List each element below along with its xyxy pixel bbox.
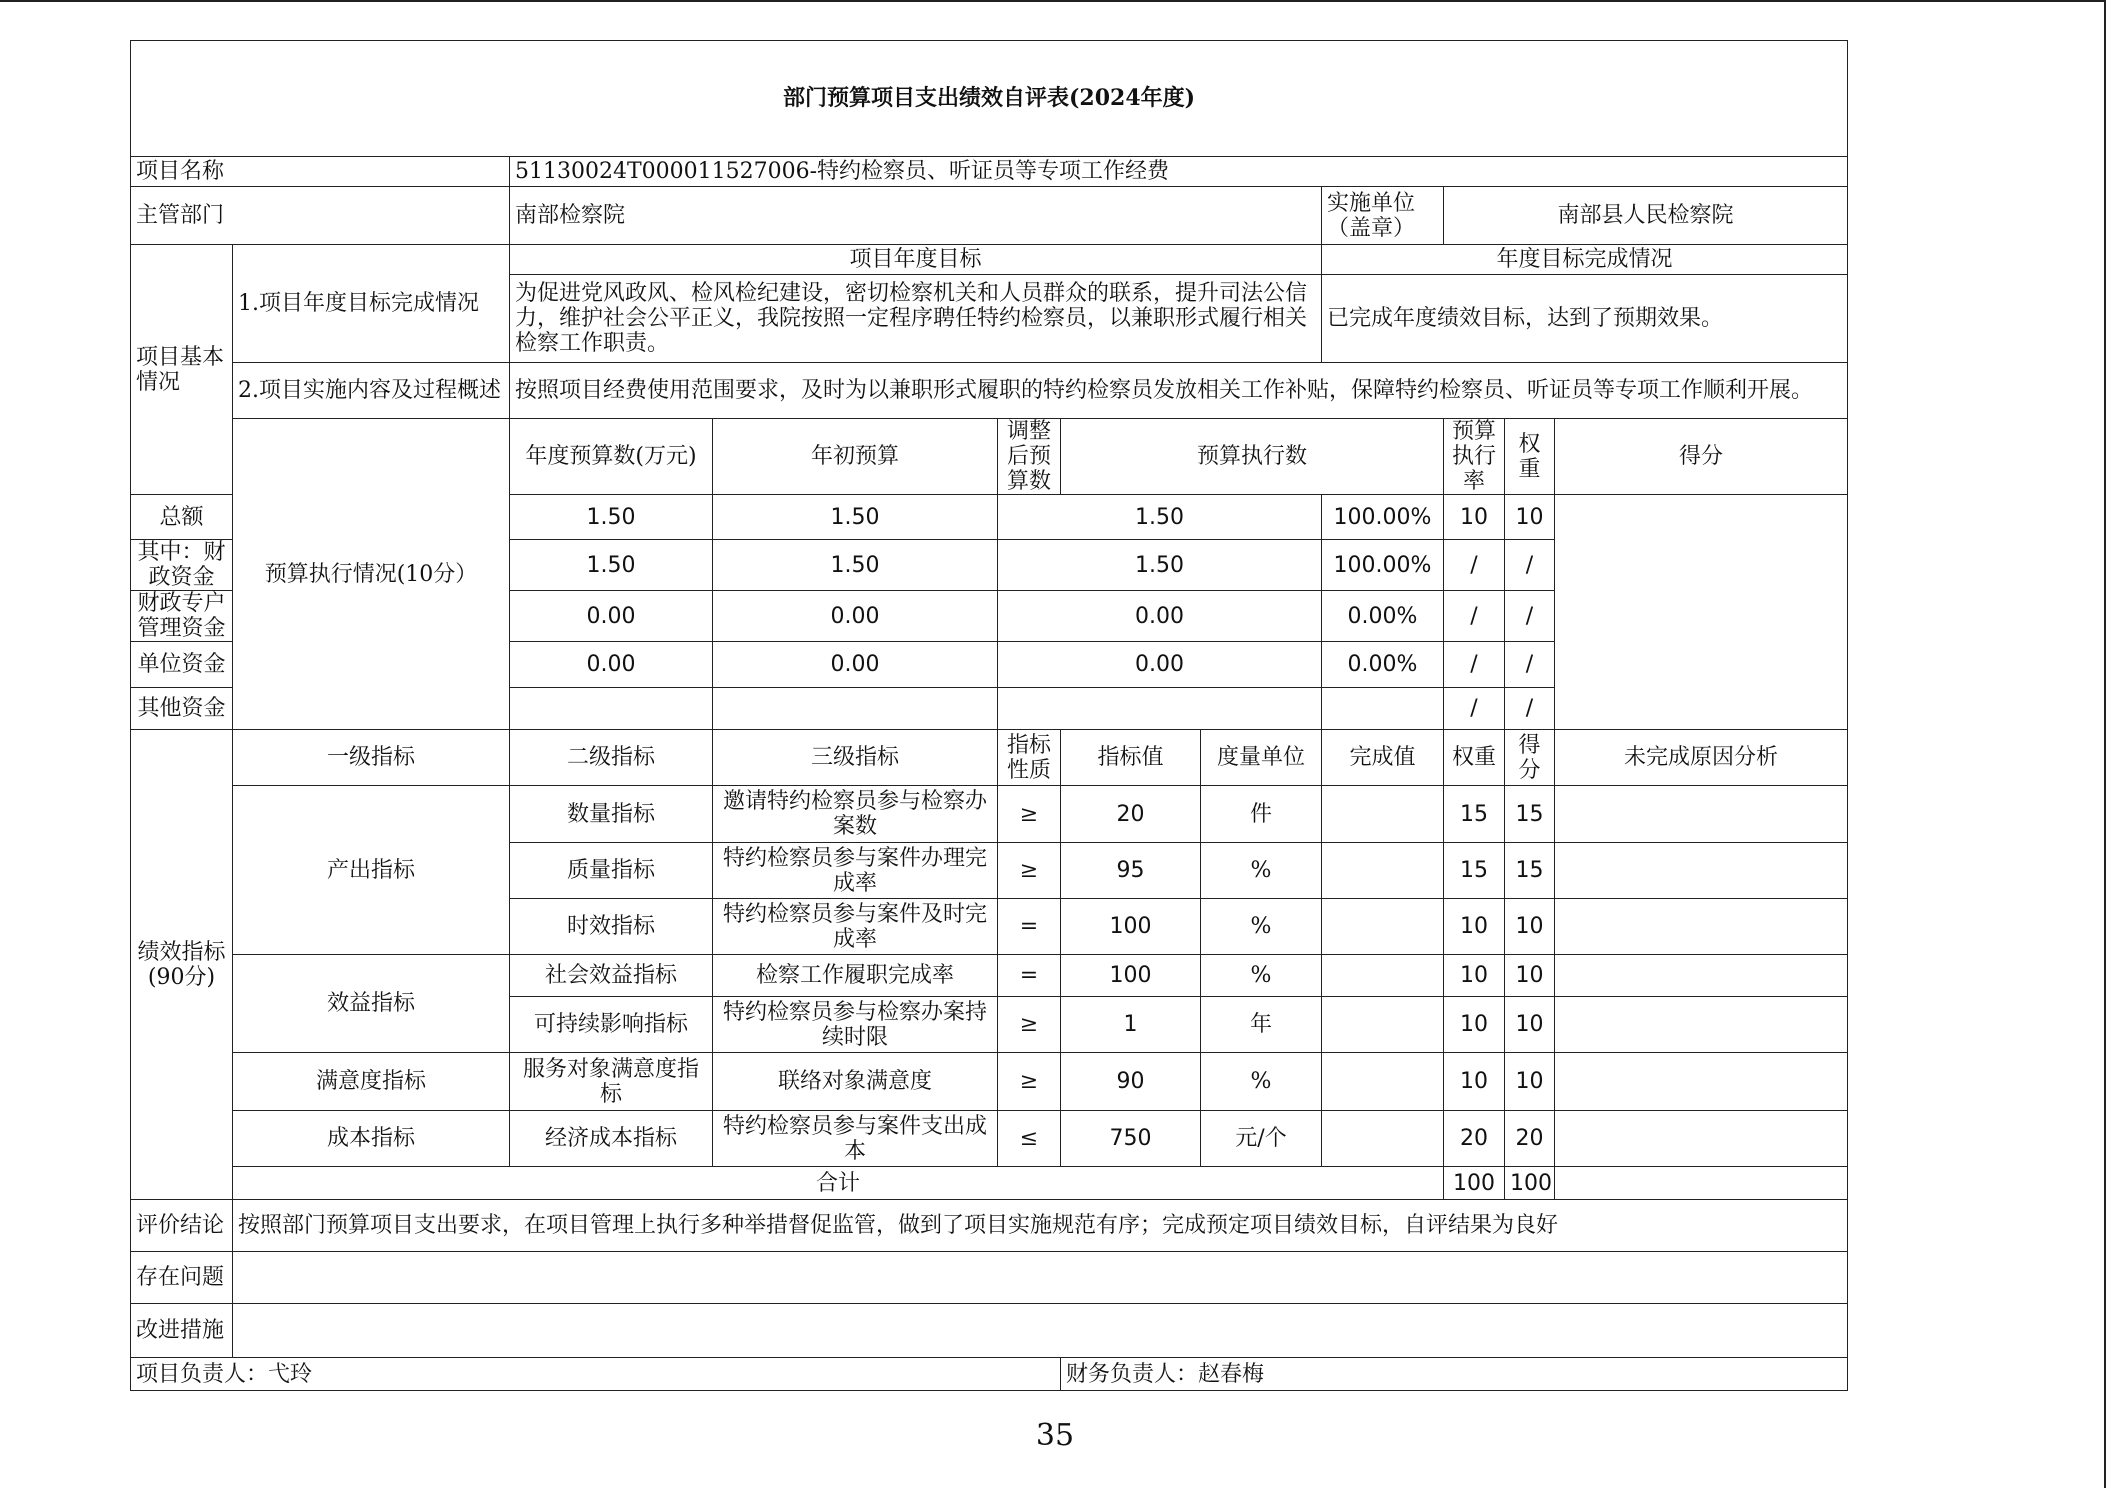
perf-analysis-cell [1555, 997, 1848, 1053]
perf-value-cell: 1 [1061, 997, 1201, 1053]
budget-row-adjusted: 0.00 [713, 642, 998, 688]
perf-score-cell: 15 [1505, 786, 1555, 843]
perf-header-level2: 二级指标 [510, 730, 713, 786]
perf-level2-cell: 可持续影响指标 [510, 997, 713, 1053]
perf-level2-cell: 社会效益指标 [510, 955, 713, 997]
perf-score-cell: 15 [1505, 843, 1555, 899]
perf-level3-cell: 联络对象满意度 [713, 1053, 998, 1111]
perf-nature-cell: ≤ [998, 1111, 1061, 1167]
budget-section-label: 预算执行情况(10分） [233, 419, 510, 730]
perf-value-cell: 90 [1061, 1053, 1201, 1111]
perf-unit-cell: 件 [1201, 786, 1322, 843]
perf-level1-cell: 产出指标 [233, 786, 510, 955]
budget-row-score: 10 [1505, 495, 1555, 540]
perf-value-cell: 20 [1061, 786, 1201, 843]
budget-row-executed [998, 688, 1322, 730]
budget-row-rate: 100.00% [1322, 540, 1444, 591]
perf-score-cell: 10 [1505, 955, 1555, 997]
perf-unit-cell: % [1201, 843, 1322, 899]
performance-evaluation-form [130, 40, 1848, 1391]
budget-row-rate: 100.00% [1322, 495, 1444, 540]
page-number: 35 [1035, 1418, 1075, 1453]
perf-value-cell: 95 [1061, 843, 1201, 899]
budget-header-executed: 预算执行数 [1061, 419, 1444, 495]
budget-reason-cell [1555, 495, 1848, 730]
total-label: 合计 [233, 1167, 1444, 1200]
budget-row-adjusted: 0.00 [713, 591, 998, 642]
total-analysis-cell [1555, 1167, 1848, 1200]
budget-row-rate: 0.00% [1322, 642, 1444, 688]
supervising-dept-value: 南部检察院 [510, 187, 1322, 245]
top-border-line [0, 0, 2106, 2]
perf-level1-cell: 成本指标 [233, 1111, 510, 1167]
budget-row-weight: / [1444, 688, 1505, 730]
perf-value-cell: 100 [1061, 899, 1201, 955]
perf-value-cell: 100 [1061, 955, 1201, 997]
budget-row-name: 财政专户管理资金 [131, 591, 233, 642]
perf-score-cell: 20 [1505, 1111, 1555, 1167]
project-name-value: 51130024T000011527006-特约检察员、听证员等专项工作经费 [510, 157, 1848, 187]
perf-header-level3: 三级指标 [713, 730, 998, 786]
budget-header-initial: 年初预算 [713, 419, 998, 495]
improvements-label: 改进措施 [131, 1304, 233, 1358]
perf-analysis-cell [1555, 1111, 1848, 1167]
budget-row-rate: 0.00% [1322, 591, 1444, 642]
perf-actual-cell [1322, 955, 1444, 997]
perf-weight-cell: 15 [1444, 786, 1505, 843]
issues-value [233, 1252, 1848, 1304]
budget-row-name: 总额 [131, 495, 233, 540]
perf-level3-cell: 特约检察员参与案件办理完成率 [713, 843, 998, 899]
item1-completion-text: 已完成年度绩效目标，达到了预期效果。 [1322, 275, 1848, 363]
perf-nature-cell: ≥ [998, 843, 1061, 899]
perf-unit-cell: % [1201, 1053, 1322, 1111]
perf-level2-cell: 经济成本指标 [510, 1111, 713, 1167]
perf-nature-cell: ≥ [998, 997, 1061, 1053]
project-lead: 项目负责人：弋玲 [131, 1358, 1061, 1391]
annual-target-header: 项目年度目标 [510, 245, 1322, 275]
implementing-unit-label: 实施单位（盖章） [1322, 187, 1444, 245]
budget-row-score: / [1505, 642, 1555, 688]
budget-row-adjusted [713, 688, 998, 730]
budget-row-weight: / [1444, 591, 1505, 642]
perf-analysis-cell [1555, 1053, 1848, 1111]
perf-weight-cell: 10 [1444, 955, 1505, 997]
perf-header-actual: 完成值 [1322, 730, 1444, 786]
budget-row-name: 单位资金 [131, 642, 233, 688]
perf-actual-cell [1322, 786, 1444, 843]
budget-header-rate: 预算执行率 [1444, 419, 1505, 495]
basic-info-label: 项目基本情况 [131, 245, 233, 495]
perf-actual-cell [1322, 1111, 1444, 1167]
budget-header-weight: 权重 [1505, 419, 1555, 495]
total-score: 100 [1505, 1167, 1555, 1200]
perf-actual-cell [1322, 997, 1444, 1053]
perf-actual-cell [1322, 899, 1444, 955]
perf-weight-cell: 10 [1444, 899, 1505, 955]
budget-row-weight: / [1444, 540, 1505, 591]
perf-header-weight: 权重 [1444, 730, 1505, 786]
item1-label: 1.项目年度目标完成情况 [233, 245, 510, 363]
budget-row-executed: 0.00 [998, 642, 1322, 688]
perf-level3-cell: 邀请特约检察员参与检察办案数 [713, 786, 998, 843]
perf-level1-cell: 效益指标 [233, 955, 510, 1053]
perf-unit-cell: % [1201, 955, 1322, 997]
perf-nature-cell: ≥ [998, 786, 1061, 843]
perf-nature-cell: = [998, 899, 1061, 955]
project-name-label: 项目名称 [131, 157, 510, 187]
perf-header-unit: 度量单位 [1201, 730, 1322, 786]
perf-score-cell: 10 [1505, 997, 1555, 1053]
perf-nature-cell: ≥ [998, 1053, 1061, 1111]
perf-analysis-cell [1555, 955, 1848, 997]
perf-weight-cell: 15 [1444, 843, 1505, 899]
perf-level3-cell: 特约检察员参与案件及时完成率 [713, 899, 998, 955]
perf-nature-cell: = [998, 955, 1061, 997]
total-weight: 100 [1444, 1167, 1505, 1200]
perf-score-cell: 10 [1505, 1053, 1555, 1111]
budget-row-adjusted: 1.50 [713, 540, 998, 591]
perf-weight-cell: 20 [1444, 1111, 1505, 1167]
perf-value-cell: 750 [1061, 1111, 1201, 1167]
perf-level2-cell: 时效指标 [510, 899, 713, 955]
budget-header-annual: 年度预算数(万元) [510, 419, 713, 495]
budget-row-initial [510, 688, 713, 730]
budget-row-name: 其中：财政资金 [131, 540, 233, 591]
perf-level3-cell: 检察工作履职完成率 [713, 955, 998, 997]
issues-label: 存在问题 [131, 1252, 233, 1304]
budget-header-adjusted: 调整后预算数 [998, 419, 1061, 495]
budget-row-rate [1322, 688, 1444, 730]
perf-weight-cell: 10 [1444, 997, 1505, 1053]
perf-header-level1: 一级指标 [233, 730, 510, 786]
budget-header-score: 得分 [1555, 419, 1848, 495]
budget-row-score: / [1505, 688, 1555, 730]
budget-row-initial: 0.00 [510, 591, 713, 642]
item2-label: 2.项目实施内容及过程概述 [233, 363, 510, 419]
perf-header-nature: 指标性质 [998, 730, 1061, 786]
item1-target-text: 为促进党风政风、检风检纪建设，密切检察机关和人员群众的联系，提升司法公信力，维护社会公平正义，我院按照一定程序聘任特约检察员，以兼职形式履行相关检察工作职责。 [510, 275, 1322, 363]
budget-row-weight: / [1444, 642, 1505, 688]
perf-header-score: 得分 [1505, 730, 1555, 786]
improvements-value [233, 1304, 1848, 1358]
budget-row-adjusted: 1.50 [713, 495, 998, 540]
perf-unit-cell: % [1201, 899, 1322, 955]
perf-level3-cell: 特约检察员参与案件支出成本 [713, 1111, 998, 1167]
item2-value: 按照项目经费使用范围要求，及时为以兼职形式履职的特约检察员发放相关工作补贴，保障特约检察员、听证员等专项工作顺利开展。 [510, 363, 1848, 419]
perf-level2-cell: 数量指标 [510, 786, 713, 843]
budget-row-name: 其他资金 [131, 688, 233, 730]
budget-row-score: / [1505, 540, 1555, 591]
implementing-unit-value: 南部县人民检察院 [1444, 187, 1848, 245]
conclusion-label: 评价结论 [131, 1200, 233, 1252]
perf-level2-cell: 质量指标 [510, 843, 713, 899]
budget-row-initial: 1.50 [510, 540, 713, 591]
perf-analysis-cell [1555, 843, 1848, 899]
perf-weight-cell: 10 [1444, 1053, 1505, 1111]
perf-level3-cell: 特约检察员参与检察办案持续时限 [713, 997, 998, 1053]
perf-level1-cell: 满意度指标 [233, 1053, 510, 1111]
budget-row-initial: 0.00 [510, 642, 713, 688]
perf-unit-cell: 元/个 [1201, 1111, 1322, 1167]
perf-actual-cell [1322, 843, 1444, 899]
perf-actual-cell [1322, 1053, 1444, 1111]
perf-analysis-cell [1555, 786, 1848, 843]
performance-section-label: 绩效指标(90分) [131, 730, 233, 1200]
perf-header-analysis: 未完成原因分析 [1555, 730, 1848, 786]
perf-header-value: 指标值 [1061, 730, 1201, 786]
conclusion-value: 按照部门预算项目支出要求，在项目管理上执行多种举措督促监管，做到了项目实施规范有序；完成预定项目绩效目标，自评结果为良好 [233, 1200, 1848, 1252]
perf-score-cell: 10 [1505, 899, 1555, 955]
perf-unit-cell: 年 [1201, 997, 1322, 1053]
budget-row-initial: 1.50 [510, 495, 713, 540]
finance-lead: 财务负责人：赵春梅 [1061, 1358, 1848, 1391]
budget-row-executed: 1.50 [998, 540, 1322, 591]
form-title: 部门预算项目支出绩效自评表(2024年度) [131, 41, 1848, 157]
budget-row-weight: 10 [1444, 495, 1505, 540]
perf-level2-cell: 服务对象满意度指标 [510, 1053, 713, 1111]
budget-row-executed: 1.50 [998, 495, 1322, 540]
completion-header: 年度目标完成情况 [1322, 245, 1848, 275]
supervising-dept-label: 主管部门 [131, 187, 510, 245]
budget-row-score: / [1505, 591, 1555, 642]
perf-analysis-cell [1555, 899, 1848, 955]
budget-row-executed: 0.00 [998, 591, 1322, 642]
